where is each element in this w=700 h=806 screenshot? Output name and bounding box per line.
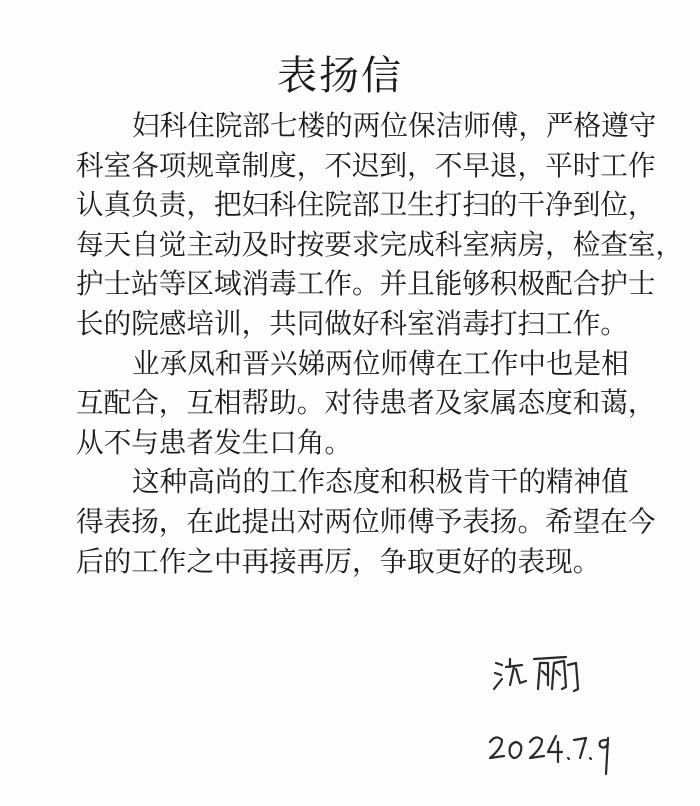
handwritten-signature [490, 645, 630, 705]
paragraph-2-line-3: 从不与患者发生口角。 [76, 425, 352, 459]
paragraph-1-line-6: 长的院感培训，共同做好科室消毒打扫工作。 [76, 306, 628, 340]
paragraph-1-line-3: 认真负责，把妇科住院部卫生打扫的干净到位， [76, 188, 656, 222]
letter-body [76, 106, 684, 581]
paragraph-1-line-4: 每天自觉主动及时按要求完成科室病房，检查室， [76, 227, 684, 261]
paragraph-2-line-1: 业承凤和晋兴娣两位师傅在工作中也是相 [132, 346, 629, 380]
paragraph-1-line-1: 妇科住院部七楼的两位保洁师傅，严格遵守 [132, 109, 657, 142]
paragraph-3-line-1: 这种高尚的工作态度和积极肯干的精神值 [132, 465, 629, 499]
paragraph-2-line-2: 互配合，互相帮助。对待患者及家属态度和蔼， [76, 386, 656, 420]
handwritten-date [482, 722, 622, 782]
paragraph-1-line-5: 护士站等区域消毒工作。并且能够积极配合护士 [76, 267, 656, 301]
paragraph-3-line-3: 后的工作之中再接再厉，争取更好的表现。 [76, 544, 601, 578]
paragraph-1-line-2: 科室各项规章制度，不迟到，不早退，平时工作 [76, 148, 656, 182]
paragraph-3-line-2: 得表扬，在此提出对两位师傅予表扬。希望在今 [76, 504, 656, 538]
letter-title: 表扬信 [277, 53, 403, 99]
